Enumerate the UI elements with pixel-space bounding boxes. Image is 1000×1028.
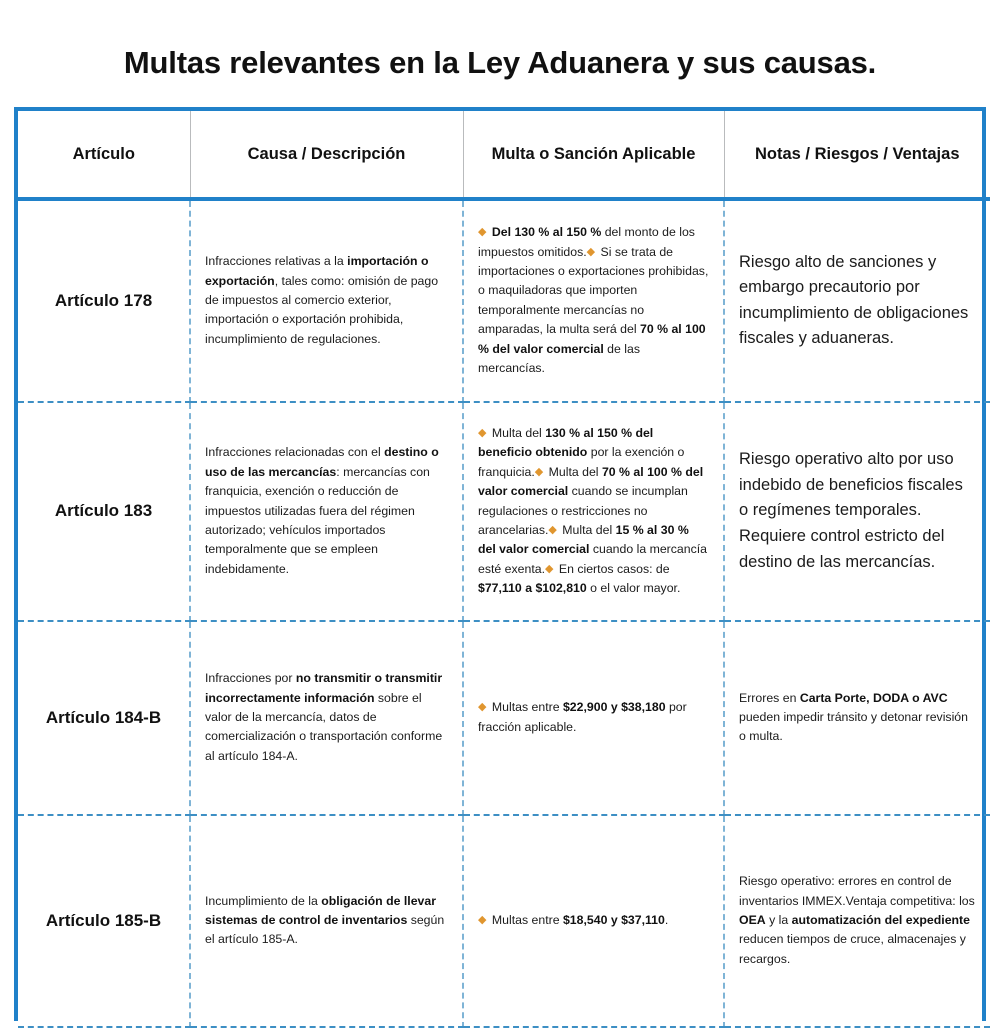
column-header-notas: Notas / Riesgos / Ventajas (724, 111, 990, 199)
table-header-row (18, 111, 990, 199)
cell-notes: Riesgo operativo: errores en control de inventarios IMMEX.Ventaja competitiva: los OEA y la automatización del expediente reducen tiempos de cruce, almacenajes y recargos. (724, 815, 990, 1027)
cell-cause: Infracciones relacionadas con el destino o uso de las mercancías: mercancías con franquicia, exención o reducción de impuestos utilizadas fuera del régimen autorizado; vehículos importados temporalmente que se empleen indebidamente. (190, 402, 463, 621)
cell-fine: ◆ Multas entre $22,900 y $38,180 por fracción aplicable. (463, 621, 724, 815)
table-row (18, 199, 990, 402)
page-title: Multas relevantes en la Ley Aduanera y sus causas. (123, 44, 877, 80)
cell-article: Artículo 184-B (18, 621, 190, 815)
cell-notes: Riesgo operativo alto por uso indebido de beneficios fiscales o regímenes temporales. Requiere control estricto del destino de las mercancías. (724, 402, 990, 621)
cell-notes: Riesgo alto de sanciones y embargo precautorio por incumplimiento de obligaciones fiscales y aduaneras. (724, 199, 990, 402)
cell-notes: Errores en Carta Porte, DODA o AVC pueden impedir tránsito y detonar revisión o multa. (724, 621, 990, 815)
cell-cause: Infracciones por no transmitir o transmitir incorrectamente información sobre el valor de la mercancía, datos de comercialización o transportación conforme al artículo 184-A. (190, 621, 463, 815)
fines-table-container (14, 107, 986, 1021)
table-header (18, 111, 990, 199)
fines-table (18, 111, 990, 1028)
table-row (18, 402, 990, 621)
cell-cause: Infracciones relativas a la importación o exportación, tales como: omisión de pago de impuestos al comercio exterior, importación o exportación prohibida, incumplimiento de regulaciones. (190, 199, 463, 402)
cell-article: Artículo 183 (18, 402, 190, 621)
cell-fine: ◆ Multas entre $18,540 y $37,110. (463, 815, 724, 1027)
table-row (18, 621, 990, 815)
table-row (18, 815, 990, 1027)
page-root (0, 21, 1000, 1021)
table-body (18, 199, 990, 1027)
cell-fine: ◆ Del 130 % al 150 % del monto de los impuestos omitidos.◆ Si se trata de importaciones o exportaciones prohibidas, o maquiladoras que importen temporalmente mercancías no amparadas, la multa será del 70 % al 100 % del valor comercial de las mercancías. (463, 199, 724, 402)
cell-cause: Incumplimiento de la obligación de llevar sistemas de control de inventarios según el artículo 185-A. (190, 815, 463, 1027)
column-header-causa: Causa / Descripción (190, 111, 463, 199)
cell-article: Artículo 178 (18, 199, 190, 402)
column-header-multa: Multa o Sanción Aplicable (463, 111, 724, 199)
column-header-articulo: Artículo (18, 111, 190, 199)
cell-article: Artículo 185-B (18, 815, 190, 1027)
cell-fine: ◆ Multa del 130 % al 150 % del beneficio obtenido por la exención o franquicia.◆ Multa del 70 % al 100 % del valor comercial cuando se incumplan regulaciones o restricciones no arancelarias.◆ Multa del 15 % al 30 % del valor comercial cuando la mercancía esté exenta.◆ En ciertos casos: de $77,110 a $102,810 o el valor mayor. (463, 402, 724, 621)
